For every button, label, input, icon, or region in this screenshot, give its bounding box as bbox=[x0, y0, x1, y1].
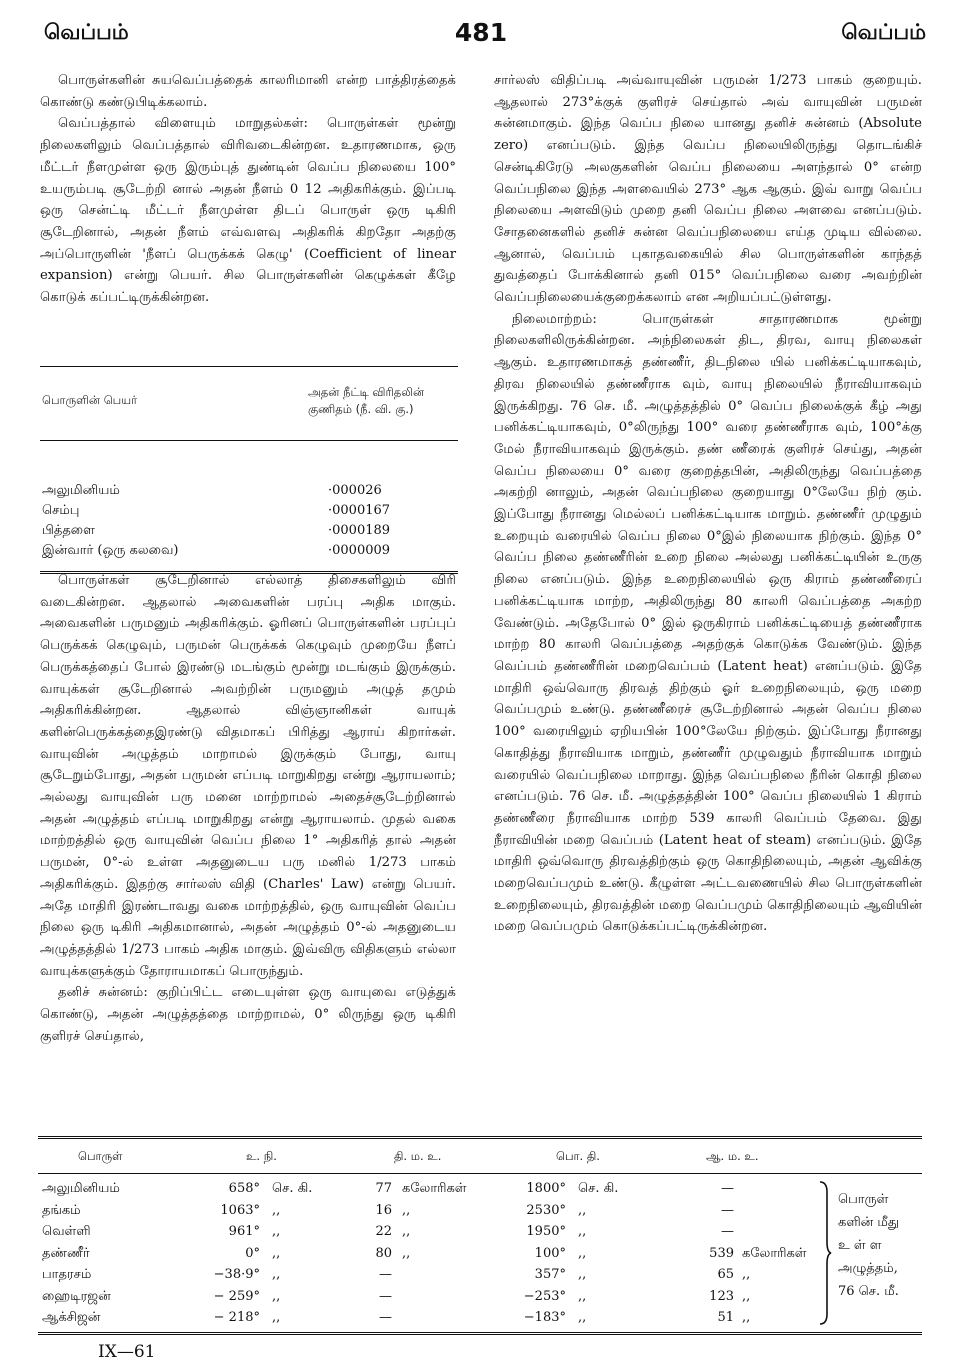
phase-change-table bbox=[38, 1136, 922, 1335]
unit: ,, bbox=[742, 1288, 751, 1304]
unit: ,, bbox=[742, 1310, 751, 1325]
unit: ,, bbox=[578, 1310, 587, 1325]
table-body bbox=[40, 441, 458, 571]
melting-point: − 218° bbox=[213, 1310, 260, 1325]
table-row bbox=[38, 1307, 922, 1329]
column-header-vapor-latent-heat: ஆ. ம. உ. bbox=[706, 1149, 759, 1163]
latent-heat: 22 bbox=[375, 1224, 392, 1239]
unit: ,, bbox=[272, 1202, 281, 1218]
table-row bbox=[38, 1200, 922, 1222]
vapor-latent-heat: 123 bbox=[709, 1288, 734, 1304]
column-header-line: அதன் நீட்டி விரிதலின் bbox=[308, 385, 425, 399]
vapor-latent-heat: — bbox=[721, 1224, 734, 1239]
paragraph: வெப்பத்தால் விளையும் மாறுதல்கள்: பொருள்கள் மூன்று நிலைகளிலும் வெப்பத்தால் விரிவடைகின்றன. உதாரணமாக, ஒரு மீட்டர் நீளமுள்ள ஒரு இரும்புத் துண்டின் வெப்ப நிலையை 100° உயரும்படி சூடேற்றி னால் அதன் நீளம் 0 12 அதிகரிக்கும். இப்படி ஒரு சென்ட்டி மீட்டர் நீளமுள்ள திடப் பொருள் ஒரு டிகிரி சூடேறினால், அதன் நீளம் எவ்வளவு அதிகரிக் கிறதோ அதற்கு அப்பொருளின் 'நீளப் பெருக்கக் கெழு' (Coefficient of linear expansion) என்று பெயர். சில பொருள்களின் கெழுக்கள் கீழே கொடுக் கப்பட்டிருக்கின்றன. bbox=[40, 116, 456, 306]
unit: ,, bbox=[402, 1245, 411, 1261]
latent-heat: 80 bbox=[375, 1245, 392, 1261]
table-row bbox=[38, 1243, 922, 1265]
table-body bbox=[38, 1174, 922, 1332]
running-head-right: வெப்பம் bbox=[841, 20, 926, 44]
melting-point: 0° bbox=[245, 1245, 260, 1261]
column-header-line: குணிதம் (நீ. வி. கு.) bbox=[308, 402, 414, 416]
material-name: தண்ணீர் bbox=[42, 1245, 90, 1261]
melting-point: 658° bbox=[228, 1181, 260, 1196]
signature-mark: IX—61 bbox=[98, 1342, 156, 1362]
column-header-boiling-point: பொ. தி. bbox=[556, 1149, 600, 1163]
vapor-latent-heat: — bbox=[721, 1202, 734, 1218]
column-header-material: பொருள் bbox=[78, 1149, 123, 1163]
coefficient-value: ·000026 bbox=[328, 483, 382, 498]
coefficient-value: ·0000009 bbox=[328, 543, 391, 558]
unit: ,, bbox=[272, 1288, 281, 1304]
material-name: செம்பு bbox=[42, 503, 80, 518]
material-name: ஹைடிரஜன் bbox=[42, 1288, 111, 1304]
table-row bbox=[38, 1178, 922, 1200]
paragraph: நிலைமாற்றம்: பொருள்கள் சாதாரணமாக மூன்று நிலைகளிலிருக்கின்றன. அந்நிலைகள் திட, திரவ, வாயு நிலைகள் ஆகும். உதாரணமாகத் தண்ணீர், திடநிலை யில் பனிக்கட்டியாகவும், திரவ நிலையில் தண்ணீராக வும், வாயு நிலையில் நீராவியாகவும் இருக்கிறது. 76 செ. மீ. அழுத்தத்தில் 0° வெப்ப நிலைக்குக் கீழ் அது பனிக்கட்டியாகவும், 0°லிருந்து 100° வரை தண்ணீராக வும், 100°க்கு மேல் நீராவியாகவும் இருக்கும். தண் ணீரைக் குளிரச் செய்து, அதன் வெப்ப நிலையை 0° வரை குறைத்தபின், அதிலிருந்து வெப்பத்தை அகற்றி னாலும், அதன் வெப்பநிலை குறையாது 0°லேயே நிற் கும். இப்போது நீரானது மெல்லப் பனிக்கட்டியாக மாறும். தண்ணீர் முழுதும் உறையும் வரையில் வெப்ப நிலை 0°இல் நிலையாக நிற்கும். இந்த 0° வெப்ப நிலை தண்ணீரின் உறை நிலை அல்லது பனிக்கட்டியின் உருகு நிலை எனப்படும். இந்த உறைநிலையில் ஒரு கிராம் தண்ணீரைப் பனிக்கட்டியாக மாற்ற, அதிலிருந்து 80 காலரி வெப்பத்தை அகற்ற வேண்டும். அதேபோல் 0° இல் ஒருகிராம் பனிக்கட்டியைத் தண்ணீராக மாற்ற 80 காலரி வெப்பத்தை அதற்குக் கொடுக்க வேண்டும். இந்த வெப்பம் தண்ணீரின் மறைவெப்பம் (Latent heat) எனப்படும். இதே மாதிரி ஒவ்வொரு திரவத் திற்கும் ஓர் உறைநிலையும், ஒரு மறை வெப்பமும் உண்டு. தண்ணீரைச் சூடேற்றினால் அதன் வெப்ப நிலை 100° வரையிலும் ஏறியபின் 100°லேயே நிற்கும். இப்போது நீரானது கொதித்து நீராவியாக மாறும், தண்ணீர் முழுவதும் நீராவியாக மாறும் வரையில் வெப்பநிலை மாறாது. இந்த வெப்பநிலை நீரின் கொதி நிலை எனப்படும். 76 செ. மீ. அழுத்தத்தின் 100° வெப்ப நிலையில் 1 கிராம் தண்ணீரை நீராவியாக மாற்ற 539 காலரி வெப்பம் தேவை. இது நீராவியின் மறை வெப்பம் (Latent heat of steam) எனப்படும். இதே மாதிரி ஒவ்வொரு திரவத்திற்கும் ஒரு கொதிநிலையும், அதன் ஆவிக்கு மறைவெப்பமும் உண்டு. கீழுள்ள அட்டவணையில் சில பொருள்களின் உறைநிலையும், திரவத்தின் மறை வெப்பமும் கொதிநிலையும் ஆவியின் மறை வெப்பமும் கொடுக்கப்பட்டிருக்கின்றன. bbox=[494, 311, 922, 935]
table-rule bbox=[38, 1332, 922, 1335]
left-column-intro bbox=[40, 70, 456, 309]
note-line: 76 செ. மீ. bbox=[838, 1284, 899, 1299]
table-header bbox=[38, 1139, 922, 1173]
unit: செ. கி. bbox=[272, 1181, 313, 1196]
melting-point: 1063° bbox=[220, 1202, 260, 1218]
unit: ,, bbox=[742, 1267, 751, 1282]
table-row bbox=[38, 1221, 922, 1243]
melting-point: 961° bbox=[228, 1224, 260, 1239]
column-header-latent-heat: தி. ம. உ. bbox=[394, 1149, 442, 1163]
unit: ,, bbox=[272, 1224, 281, 1239]
running-head-left: வெப்பம் bbox=[44, 20, 129, 44]
unit: ,, bbox=[402, 1202, 411, 1218]
boiling-point: 2530° bbox=[526, 1202, 566, 1218]
latent-heat: 77 bbox=[375, 1181, 392, 1196]
boiling-point: 100° bbox=[534, 1245, 566, 1261]
table-row bbox=[38, 1264, 922, 1286]
material-name: பித்தளை bbox=[42, 523, 95, 538]
unit: ,, bbox=[578, 1245, 587, 1261]
latent-heat: — bbox=[379, 1310, 392, 1325]
melting-point: − 259° bbox=[213, 1288, 260, 1304]
material-name: தங்கம் bbox=[42, 1202, 81, 1218]
material-name: இன்வார் (ஒரு கலவை) bbox=[42, 543, 179, 558]
paragraph: தனிச் சுன்னம்: குறிப்பிட்ட எடையுள்ள ஒரு வாயுவை எடுத்துக் கொண்டு, அதன் அழுத்தத்தை மாற்றாமல், 0° லிருந்து ஒரு டிகிரி குளிரச் செய்தால், bbox=[40, 985, 456, 1044]
table-row bbox=[40, 521, 458, 541]
linear-expansion-table bbox=[40, 366, 458, 574]
table-row bbox=[40, 481, 458, 501]
boiling-point: 1950° bbox=[526, 1224, 566, 1239]
note-line: களின் மீது bbox=[838, 1215, 900, 1230]
column-header-coefficient bbox=[308, 384, 458, 418]
material-name: அலுமினியம் bbox=[42, 483, 120, 498]
coefficient-value: ·0000189 bbox=[328, 523, 391, 538]
table-header bbox=[40, 367, 458, 440]
boiling-point: 357° bbox=[534, 1267, 566, 1282]
boiling-point: −253° bbox=[523, 1288, 566, 1304]
unit: கலோரிகள் bbox=[742, 1245, 807, 1261]
table-row bbox=[40, 541, 458, 561]
unit: கலோரிகள் bbox=[402, 1181, 467, 1196]
material-name: வெள்ளி bbox=[42, 1224, 91, 1239]
unit: ,, bbox=[578, 1267, 587, 1282]
material-name: அலுமினியம் bbox=[42, 1181, 120, 1196]
vapor-latent-heat: 51 bbox=[717, 1310, 734, 1325]
latent-heat: 16 bbox=[375, 1202, 392, 1218]
vapor-latent-heat: 65 bbox=[717, 1267, 734, 1282]
paragraph: பொருள்கள் சூடேறினால் எல்லாத் திசைகளிலும் விரி வடைகின்றன. ஆதலால் அவைகளின் பரப்பு அதிக மாகும். அவைகளின் பருமனும் அதிகரிக்கும். ஓரினப் பொருள்களின் பரப்புப் பெருக்கக் கெழுவும், பருமன் பெருக்கக் கெழுவும் முறையே நீளப் பெருக்கத்தைப் போல் இரண்டு மடங்கும் மூன்று மடங்கும் இருக்கும். வாயுக்கள் சூடேறினால் அவற்றின் பருமனும் அழுத் தமும் அதிகரிக்கின்றன. ஆதலால் விஞ்ஞானிகள் வாயுக் களின்பெருக்கத்தைஇரண்டு விதமாகப் பிரித்து ஆராய் கிறார்கள். வாயுவின் அழுத்தம் மாறாமல் இருக்கும் போது, வாயு சூடேறும்போது, அதன் பருமன் எப்படி மாறுகிறது என்று ஆராயலாம்; அல்லது வாயுவின் பரு மனை மாற்றாமல் அதைச்சூடேற்றினால் அதன் அழுத்தம் எப்படி மாறுகிறது என்று ஆராயலாம். முதல் வகை மாற்றத்தில் ஒரு வாயுவின் வெப்ப நிலை 1° அதிகரித் தால் அதன் பருமன், 0°-ல் உள்ள அதனுடைய பரு மனில் 1/273 பாகம் அதிகரிக்கும். இதற்கு சார்லஸ் விதி (Charles' Law) என்று பெயர். அதே மாதிரி இரண்டாவது வகை மாற்றத்தில், ஒரு வாயுவின் வெப்ப நிலை ஒரு டிகிரி அதிகமானால், அதன் அழுத்தம் 0°-ல் அதனுடைய அழுத்தத்தில் 1/273 பாகம் அதிக மாகும். இவ்விரு விதிகளும் எல்லா வாயுக்களுக்கும் தோராயமாகப் பொருந்தும். bbox=[40, 573, 456, 979]
coefficient-value: ·0000167 bbox=[328, 503, 391, 518]
table-row bbox=[38, 1286, 922, 1308]
unit: ,, bbox=[578, 1224, 587, 1239]
note-line: உ ள் ள bbox=[838, 1238, 882, 1253]
material-name: பாதரசம் bbox=[42, 1267, 92, 1282]
note-line: அழுத்தம், bbox=[838, 1261, 898, 1276]
vapor-latent-heat: — bbox=[721, 1181, 734, 1196]
material-name: ஆக்சிஜன் bbox=[42, 1310, 101, 1325]
vapor-latent-heat: 539 bbox=[709, 1245, 734, 1261]
unit: ,, bbox=[272, 1267, 281, 1282]
unit: ,, bbox=[272, 1245, 281, 1261]
column-header-material: பொருளின் பெயர் bbox=[42, 393, 138, 407]
paragraph: சார்லஸ் விதிப்படி அவ்வாயுவின் பருமன் 1/273 பாகம் குறையும். ஆதலால் 273°க்குக் குளிரச் செய்தால் அவ் வாயுவின் பருமன் சுன்னமாகும். இந்த வெப்ப நிலை யானது தனிச் சுன்னம் (Absolute zero) எனப்படும். இந்த வெப்ப நிலையிலிருந்து தொடங்கிச் சென்டிகிரேடு அலகுகளின் வெப்ப நிலையை அளந்தால் 0° என்ற வெப்பநிலை இந்த அளவையில் 273° ஆக ஆகும். இவ் வாறு வெப்ப நிலையை அளவிடும் முறை தனி வெப்ப நிலை அளவை எனப்படும். சோதனைகளில் தனிச் சுன்ன வெப்பநிலையை எய்த முடிய வில்லை. ஆனால், வெப்பம் புகாதவகையில் சில பொருள்களின் காந்தத் துவத்தைப் போக்கினால் தனி 015° வெப்பநிலை வரை அவற்றின் வெப்பநிலையைக்குறைக்கலாம் என அறியப்பட்டுள்ளது. bbox=[494, 73, 922, 306]
column-header-melting-point: உ. நி. bbox=[246, 1149, 277, 1163]
pressure-note bbox=[838, 1188, 922, 1303]
unit: ,, bbox=[578, 1202, 587, 1218]
page-number: 481 bbox=[454, 18, 508, 47]
paragraph: பொருள்களின் சுயவெப்பத்தைக் காலரிமானி என்ற பாத்திரத்தைக் கொண்டு கண்டுபிடிக்கலாம். bbox=[40, 73, 456, 110]
latent-heat: — bbox=[379, 1288, 392, 1304]
unit: ,, bbox=[578, 1288, 587, 1304]
unit: செ. கி. bbox=[578, 1181, 619, 1196]
right-brace-icon bbox=[818, 1180, 832, 1326]
boiling-point: −183° bbox=[523, 1310, 566, 1325]
unit: ,, bbox=[272, 1310, 281, 1325]
left-column-body bbox=[40, 570, 456, 1047]
right-column-body bbox=[494, 70, 922, 938]
latent-heat: — bbox=[379, 1267, 392, 1282]
table-row bbox=[40, 501, 458, 521]
unit: ,, bbox=[402, 1224, 411, 1239]
boiling-point: 1800° bbox=[526, 1181, 566, 1196]
note-line: பொருள் bbox=[838, 1192, 889, 1207]
melting-point: −38·9° bbox=[213, 1267, 260, 1282]
